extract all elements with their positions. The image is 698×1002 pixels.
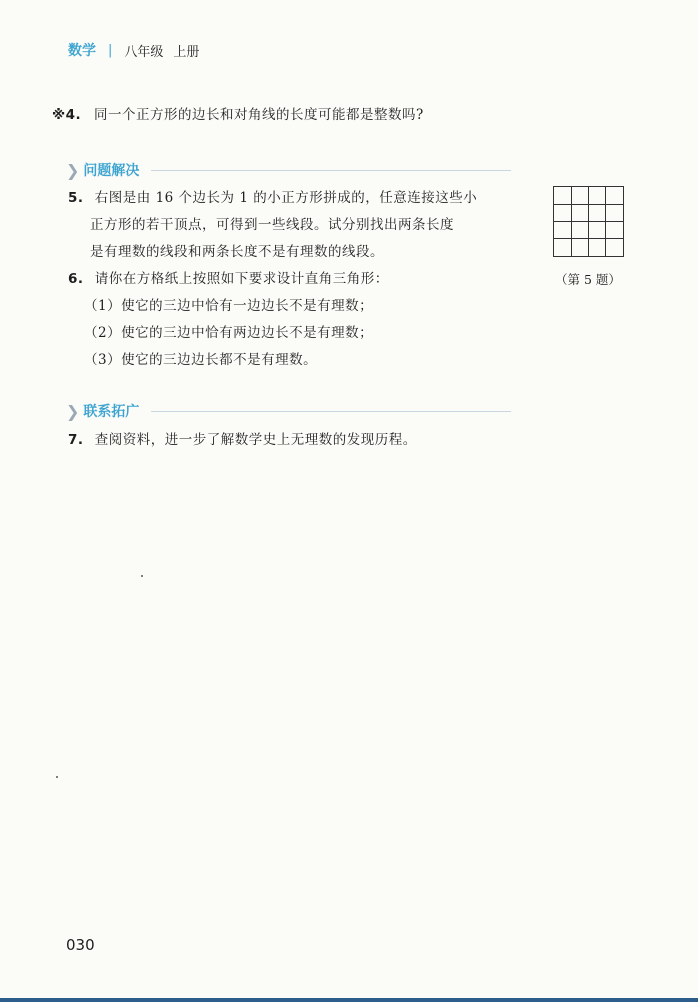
sub-item-1: （1）使它的三边中恰有一边边长不是有理数； <box>84 298 374 314</box>
volume-label: 上册 <box>173 44 200 60</box>
question-text: 同一个正方形的边长和对角线的长度可能都是整数吗? <box>93 107 424 123</box>
question-number: 7. <box>68 432 84 448</box>
sub-item-2: （2）使它的三边中恰有两边边长不是有理数； <box>84 325 374 341</box>
section-divider <box>151 170 511 171</box>
question-4 <box>52 103 424 127</box>
section-title: 问题解决 <box>83 163 140 179</box>
sub-item-3: （3）使它的三边边长都不是有理数。 <box>84 352 318 368</box>
question-number: ※4. <box>52 107 82 123</box>
question-text-line-3: 是有理数的线段和两条长度不是有理数的线段。 <box>90 244 384 260</box>
bottom-edge-bar <box>0 998 698 1002</box>
question-6 <box>68 267 538 372</box>
scan-speck <box>141 575 143 577</box>
grid-line <box>605 187 606 256</box>
section-divider <box>151 411 511 412</box>
question-number: 6. <box>68 271 84 287</box>
grid-line <box>571 187 572 256</box>
grid-line <box>588 187 589 256</box>
question-text: 请你在方格纸上按照如下要求设计直角三角形： <box>94 271 389 287</box>
question-number: 5. <box>68 190 84 206</box>
page-number: 030 <box>66 936 95 954</box>
question-text-line-2: 正方形的若干顶点，可得到一些线段。试分别找出两条长度 <box>90 217 454 233</box>
section-header-extension <box>66 401 511 421</box>
grid-figure <box>553 186 624 257</box>
question-7 <box>68 428 538 452</box>
chevron-right-icon: ❯ <box>66 401 80 421</box>
subject-label: 数学 <box>68 43 96 59</box>
question-5 <box>68 186 538 264</box>
section-header-problem-solving <box>66 160 511 180</box>
header-separator: | <box>108 42 113 58</box>
section-title: 联系拓广 <box>83 404 140 420</box>
question-text-line-1: 右图是由 16 个边长为 1 的小正方形拼成的，任意连接这些小 <box>94 190 478 206</box>
question-text: 查阅资料，进一步了解数学史上无理数的发现历程。 <box>94 432 417 448</box>
figure-caption: （第 5 题） <box>555 272 621 287</box>
scan-speck <box>56 776 58 778</box>
chevron-right-icon: ❯ <box>66 160 80 180</box>
page-header <box>68 40 199 60</box>
grade-label: 八年级 <box>124 44 164 60</box>
